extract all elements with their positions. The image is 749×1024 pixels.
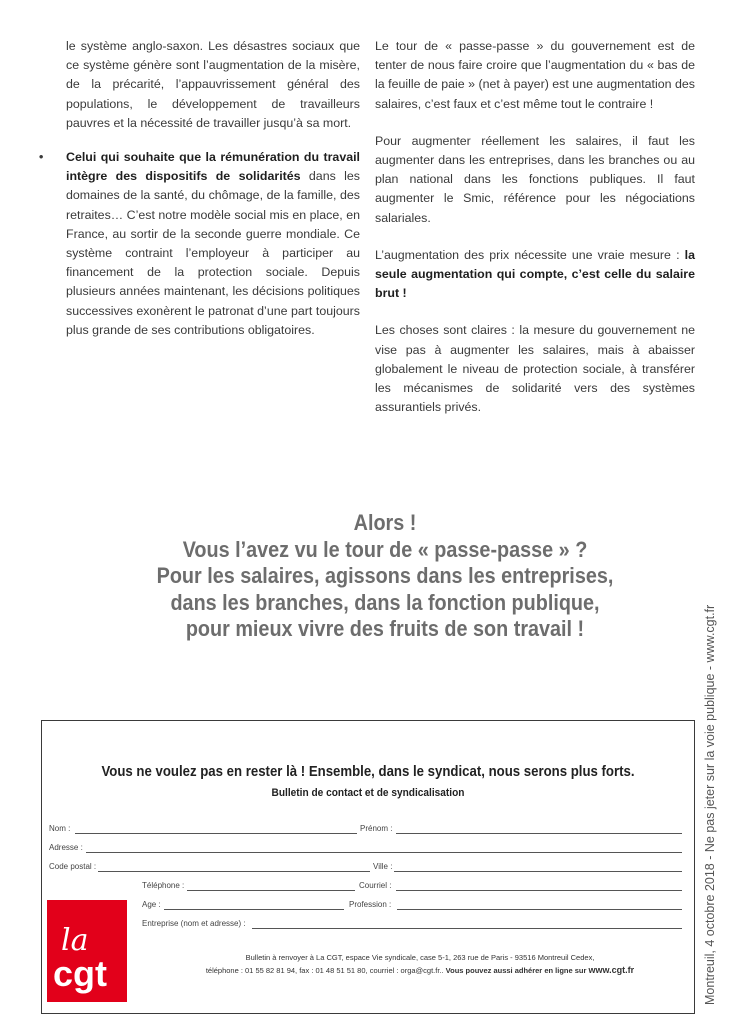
cgt-logo <box>47 900 127 1002</box>
entreprise-field[interactable] <box>252 928 682 929</box>
prenom-field[interactable] <box>396 833 682 834</box>
profession-field[interactable] <box>397 909 682 910</box>
bullet-text: dans les domaines de la santé, du chômage, de la famille, des retraites… C’est notre modèle social mis en place, en France, au sortir de la seconde guerre mondiale. Ce système contraint l’employeur à participer au financement de la protection sociale. Depuis plusieurs années maintenant, les décisions politiques successives exonèrent le patronat d’une part toujours plus grande de ses contributions obligatoires. <box>66 169 360 337</box>
right-paragraph-3-bold: la seule augmentation qui compte, c’est celle du salaire brut ! <box>375 247 695 301</box>
footer-url-link[interactable]: www.cgt.fr <box>588 965 635 975</box>
form-subtitle: Bulletin de contact et de syndicalisation <box>271 787 465 799</box>
cgt-logo-graphic <box>47 900 127 1002</box>
form-title: Vous ne voulez pas en rester là ! Ensemble, dans le syndicat, nous serons plus forts. <box>101 763 635 780</box>
label-telephone: Téléphone : <box>142 881 185 890</box>
right-paragraph-3 <box>375 246 695 304</box>
bullet-bold-text: Celui qui souhaite que la rémunération du travail intègre des dispositifs de solidarités <box>66 150 360 184</box>
logo-main-text: cgt <box>53 953 107 994</box>
bullet-symbol: • <box>39 150 44 165</box>
footer-line-1: Bulletin à renvoyer à La CGT, espace Vie syndicale, case 5-1, 263 rue de Paris - 93516 Montreuil Cedex, <box>245 953 595 962</box>
headline-line-2: Vous l’avez vu le tour de « passe-passe » ? <box>182 536 588 562</box>
label-ville: Ville : <box>373 862 393 871</box>
label-prenom: Prénom : <box>360 824 393 833</box>
bullet-paragraph <box>66 148 360 340</box>
label-nom: Nom : <box>49 824 71 833</box>
left-paragraph-1: le système anglo-saxon. Les désastres sociaux que ce système génère sont l’augmentation de la misère, de la précarité, l’appauvrissement général des populations, le développement de travailleurs pauvres et la nécessité de travailler jusqu’à sa mort. <box>66 39 360 130</box>
headline-line-5: pour mieux vivre des fruits de son travail ! <box>185 616 585 641</box>
age-field[interactable] <box>164 909 344 910</box>
headline-line-1: Alors ! <box>353 510 417 535</box>
left-column <box>39 37 360 340</box>
courriel-field[interactable] <box>396 890 682 891</box>
headline-line-4: dans les branches, dans la fonction publique, <box>170 589 600 615</box>
right-paragraph-3-intro: L’augmentation des prix nécessite une vraie mesure : <box>375 247 685 262</box>
ville-field[interactable] <box>394 871 682 872</box>
label-profession: Profession : <box>349 900 392 909</box>
right-paragraph-2: Pour augmenter réellement les salaires, il faut les augmenter dans les entreprises, dans les branches ou au plan national dans les fonctions publiques. Il faut augmenter le Smic, référence pour les négociations salariales. <box>375 133 695 225</box>
adresse-field[interactable] <box>86 852 682 853</box>
label-adresse: Adresse : <box>49 843 83 852</box>
label-code-postal: Code postal : <box>49 862 97 871</box>
label-entreprise: Entreprise (nom et adresse) : <box>142 919 246 928</box>
nom-field[interactable] <box>75 833 357 834</box>
right-paragraph-4: Les choses sont claires : la mesure du gouvernement ne vise pas à augmenter les salaires, mais à abaisser globalement le niveau de protection sociale, à transférer les mécanismes de solidarité vers des systèmes assurantiels privés. <box>375 323 695 415</box>
telephone-field[interactable] <box>187 890 355 891</box>
label-courriel: Courriel : <box>359 881 392 890</box>
label-age: Age : <box>142 900 161 909</box>
headline-line-3: Pour les salaires, agissons dans les entreprises, <box>156 563 614 588</box>
code-postal-field[interactable] <box>98 871 370 872</box>
footer-contact: téléphone : 01 55 82 81 94, fax : 01 48 51 51 80, courriel : orga@cgt.fr.. <box>205 966 446 975</box>
form-footer <box>170 952 670 977</box>
right-column <box>375 37 695 417</box>
bullet-item <box>39 148 360 340</box>
footer-line-2 <box>170 964 670 977</box>
footer-online: Vous pouvez aussi adhérer en ligne sur <box>445 966 589 975</box>
right-paragraph-1: Le tour de « passe-passe » du gouvernement est de tenter de nous faire croire que l’augmentation du « bas de la feuille de paie » (net à payer) est une augmentation des salaires, c’est faux et c’est même tout le contraire ! <box>375 39 695 111</box>
logo-script-text: la <box>61 923 89 958</box>
headline <box>75 510 696 643</box>
side-vertical-text: Montreuil, 4 octobre 2018 - Ne pas jeter sur la voie publique - www.cgt.fr <box>703 604 717 1005</box>
